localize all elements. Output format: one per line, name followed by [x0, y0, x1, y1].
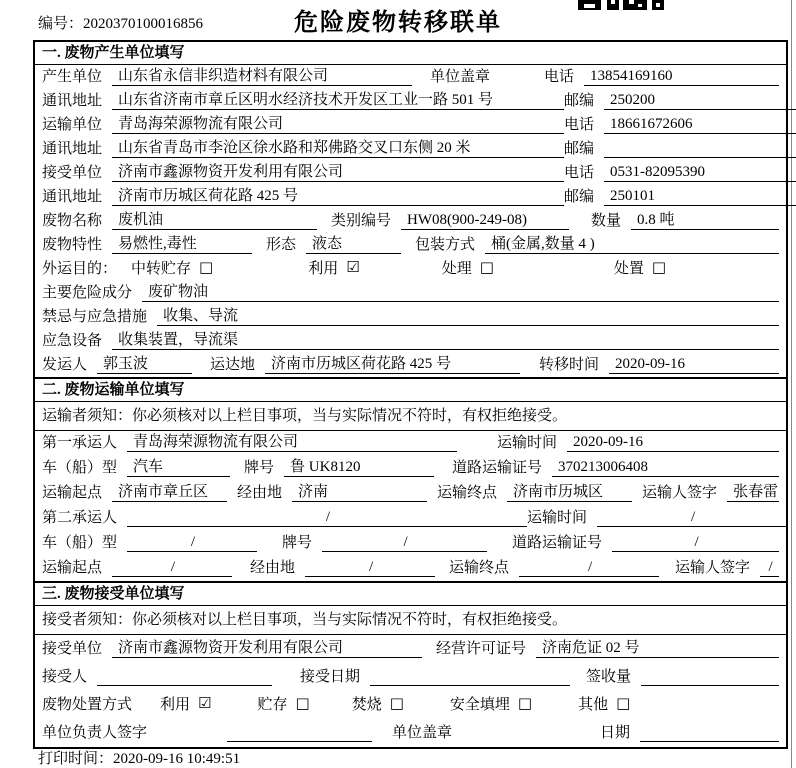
row-hazard	[35, 281, 786, 305]
taboo-label: 禁忌与应急措施	[42, 309, 148, 325]
hazard-value: 废矿物油	[142, 280, 779, 302]
checkbox-disposal-store-mark: □	[295, 694, 310, 712]
responsible-sign-value	[227, 741, 372, 742]
carrier1-label: 第一承运人	[42, 435, 118, 451]
checkbox-disposal-utilize-mark: ☑	[198, 694, 212, 712]
checkbox-transfer-storage	[131, 257, 213, 278]
phone3-label: 电话	[564, 165, 595, 181]
waste-name-label: 废物名称	[42, 213, 103, 229]
receive-person-value	[97, 685, 272, 686]
row-receiver	[35, 161, 786, 185]
addr3-label: 通讯地址	[42, 189, 103, 205]
phone1-value: 13854169160	[584, 68, 779, 86]
row-vehicle1	[35, 456, 786, 481]
category-label: 类别编号	[331, 213, 392, 229]
addr1-value: 山东省济南市章丘区明水经济技术开发区工业一路 501 号	[112, 88, 564, 110]
checkbox-dispose	[614, 257, 666, 278]
unit-seal-label: 单位盖章	[430, 69, 491, 85]
vehicle2-label: 车（船）型	[42, 535, 118, 551]
print-time	[38, 747, 240, 768]
category-value: HW08(900-249-08)	[401, 212, 569, 230]
section2-title: 二. 废物运输单位填写	[35, 379, 786, 402]
checkbox-disposal-store-label: 贮存	[257, 697, 288, 713]
end2-label: 运输终点	[449, 560, 510, 576]
phone3-value: 0531-82095390	[604, 164, 796, 182]
section-producer	[35, 42, 786, 379]
vehicle1-value: 汽车	[127, 455, 230, 477]
via1-value: 济南	[292, 480, 427, 502]
checkbox-dispose-mark: □	[651, 258, 667, 276]
receiver-label: 接受单位	[42, 165, 103, 181]
section3-title: 三. 废物接受单位填写	[35, 583, 786, 606]
addr3-value: 济南市历城区荷花路 425 号	[112, 184, 564, 206]
zip1-value: 250200	[604, 92, 796, 110]
checkbox-disposal-landfill	[450, 693, 532, 714]
disposal-label: 废物处置方式	[42, 697, 133, 713]
checkbox-disposal-landfill-label: 安全填埋	[449, 697, 510, 713]
page-title: 危险废物转移联单	[294, 10, 502, 36]
manifest-form-table	[33, 40, 788, 749]
carrier2-label: 第二承运人	[42, 510, 118, 526]
origin2-label: 运输起点	[42, 560, 103, 576]
checkbox-dispose-label: 处置	[613, 261, 644, 277]
zip3-label: 邮编	[564, 189, 595, 205]
row-producer-address	[35, 89, 786, 113]
section-transporter	[35, 379, 786, 583]
traits-value: 易燃性,毒性	[112, 232, 252, 254]
checkbox-utilize	[308, 257, 359, 278]
checkbox-disposal-utilize	[160, 693, 211, 714]
sign2-value: /	[760, 559, 779, 577]
equip-label: 应急设备	[42, 333, 103, 349]
amount-label: 签收量	[586, 669, 632, 685]
transporter-value: 青岛海荣源物流有限公司	[112, 112, 564, 134]
date2-value	[640, 741, 779, 742]
license2-label: 道路运输证号	[512, 535, 603, 551]
qty-value: 0.8 吨	[631, 208, 779, 230]
producer-value: 山东省永信非织造材料有限公司	[112, 64, 412, 86]
traits-label: 废物特性	[42, 237, 103, 253]
taboo-value: 收集、导流	[157, 304, 779, 326]
row-purpose	[35, 257, 786, 281]
transporter-notice: 运输者须知：你必须核对以上栏目事项，当与实际情况不符时，有权拒绝接受。	[35, 402, 786, 431]
via1-label: 经由地	[237, 485, 283, 501]
checkbox-disposal-incinerate-mark: □	[389, 694, 404, 712]
vehicle2-value: /	[127, 534, 257, 552]
receiver-value: 济南市鑫源物资开发利用有限公司	[112, 160, 564, 182]
zip2-label: 邮编	[564, 141, 595, 157]
checkbox-utilize-label: 利用	[308, 261, 339, 277]
phone2-label: 电话	[564, 117, 595, 133]
checkbox-transfer-storage-label: 中转贮存	[131, 261, 192, 277]
dest-value: 济南市历城区荷花路 425 号	[265, 352, 520, 374]
packing-label: 包装方式	[415, 237, 476, 253]
time2-label: 运输时间	[527, 510, 588, 526]
packing-value: 桶(金属,数量 4 )	[485, 232, 779, 254]
origin2-value: /	[112, 559, 232, 577]
qty-label: 数量	[590, 213, 621, 229]
vehicle1-label: 车（船）型	[42, 460, 118, 476]
transfer-time-value: 2020-09-16	[609, 356, 779, 374]
date2-label: 日期	[600, 725, 631, 741]
zip2-value	[604, 157, 796, 158]
time1-value: 2020-09-16	[567, 434, 779, 452]
receive-date-value	[370, 685, 570, 686]
row-route2	[35, 556, 786, 581]
carrier2-value: /	[127, 509, 527, 527]
shipper-label: 发运人	[42, 357, 88, 373]
origin1-value: 济南市章丘区	[112, 480, 227, 502]
qr-code-fragment	[578, 0, 664, 10]
sign2-label: 运输人签字	[675, 560, 751, 576]
permit-value: 济南危证 02 号	[536, 636, 779, 658]
addr2-label: 通讯地址	[42, 141, 103, 157]
purpose-label: 外运目的：	[42, 261, 118, 277]
waste-name-value: 废机油	[112, 208, 317, 230]
doc-number-value: 2020370100016856	[83, 16, 204, 32]
carrier1-value: 青岛海荣源物流有限公司	[127, 430, 457, 452]
amount-value	[641, 685, 779, 686]
section-receiver	[35, 583, 786, 747]
license2-value: /	[612, 534, 779, 552]
checkbox-disposal-incinerate-label: 焚烧	[351, 697, 382, 713]
end1-label: 运输终点	[437, 485, 498, 501]
checkbox-disposal-landfill-mark: □	[517, 694, 533, 712]
row-route1	[35, 481, 786, 506]
row-disposal	[35, 691, 786, 719]
form-value: 液态	[306, 232, 401, 254]
row-receive-person	[35, 663, 786, 691]
via2-label: 经由地	[250, 560, 296, 576]
dest-label: 运达地	[210, 357, 256, 373]
equip-value: 收集装置，导流渠	[112, 328, 779, 350]
sign1-label: 运输人签字	[642, 485, 718, 501]
row-waste-traits	[35, 233, 786, 257]
transfer-time-label: 转移时间	[538, 357, 599, 373]
plate2-label: 牌号	[282, 535, 313, 551]
row-waste-name	[35, 209, 786, 233]
row-producer	[35, 65, 786, 89]
permit-label: 经营许可证号	[436, 641, 527, 657]
checkbox-treat-mark: □	[479, 258, 494, 276]
end1-value: 济南市历城区	[507, 480, 632, 502]
sign1-value: 张春雷	[727, 480, 779, 502]
row-transporter-address	[35, 137, 786, 161]
checkbox-disposal-other-mark: □	[616, 694, 631, 712]
section1-title: 一. 废物产生单位填写	[35, 42, 786, 65]
checkbox-disposal-incinerate	[352, 693, 404, 714]
checkbox-disposal-store	[257, 693, 309, 714]
checkbox-treat	[442, 257, 494, 278]
receive-unit-value: 济南市鑫源物资开发利用有限公司	[112, 636, 422, 658]
plate1-label: 牌号	[244, 460, 275, 476]
unit-seal2-label: 单位盖章	[392, 725, 453, 741]
checkbox-disposal-other-label: 其他	[578, 697, 609, 713]
end2-value: /	[519, 559, 659, 577]
row-taboo	[35, 305, 786, 329]
producer-label: 产生单位	[42, 69, 103, 85]
checkbox-disposal-utilize-label: 利用	[160, 697, 191, 713]
doc-number-label: 编号：	[38, 16, 84, 32]
time2-value: /	[597, 509, 787, 527]
row-transporter	[35, 113, 786, 137]
origin1-label: 运输起点	[42, 485, 103, 501]
row-vehicle2	[35, 531, 786, 556]
license1-value: 370213006408	[552, 459, 779, 477]
row-responsible-sign	[35, 719, 786, 747]
row-equipment	[35, 329, 786, 353]
checkbox-disposal-other	[578, 693, 630, 714]
row-receiver-address	[35, 185, 786, 209]
checkbox-utilize-mark: ☑	[346, 258, 360, 276]
responsible-sign-label: 单位负责人签字	[42, 725, 148, 741]
receive-unit-label: 接受单位	[42, 641, 103, 657]
phone1-label: 电话	[543, 69, 574, 85]
row-shipper	[35, 353, 786, 377]
print-time-value: 2020-09-16 10:49:51	[113, 751, 241, 767]
form-label: 形态	[266, 237, 297, 253]
license1-label: 道路运输证号	[452, 460, 543, 476]
plate2-value: /	[322, 534, 487, 552]
receive-date-label: 接受日期	[300, 669, 361, 685]
shipper-value: 郭玉波	[97, 352, 192, 374]
receive-person-label: 接受人	[42, 669, 88, 685]
addr2-value: 山东省青岛市李沧区徐水路和郑佛路交叉口东侧 20 米	[112, 136, 564, 158]
phone2-value: 18661672606	[604, 116, 796, 134]
time1-label: 运输时间	[496, 435, 557, 451]
print-time-label: 打印时间：	[38, 751, 114, 767]
addr1-label: 通讯地址	[42, 93, 103, 109]
row-carrier2	[35, 506, 786, 531]
via2-value: /	[305, 559, 435, 577]
receiver-notice: 接受者须知：你必须核对以上栏目事项，当与实际情况不符时，有权拒绝接受。	[35, 606, 786, 635]
plate1-value: 鲁 UK8120	[284, 455, 434, 477]
row-receive-unit	[35, 635, 786, 663]
checkbox-treat-label: 处理	[441, 261, 472, 277]
row-carrier1	[35, 431, 786, 456]
zip3-value: 250101	[604, 188, 796, 206]
zip1-label: 邮编	[564, 93, 595, 109]
checkbox-transfer-storage-mark: □	[199, 258, 214, 276]
transporter-label: 运输单位	[42, 117, 103, 133]
hazard-label: 主要危险成分	[42, 285, 133, 301]
